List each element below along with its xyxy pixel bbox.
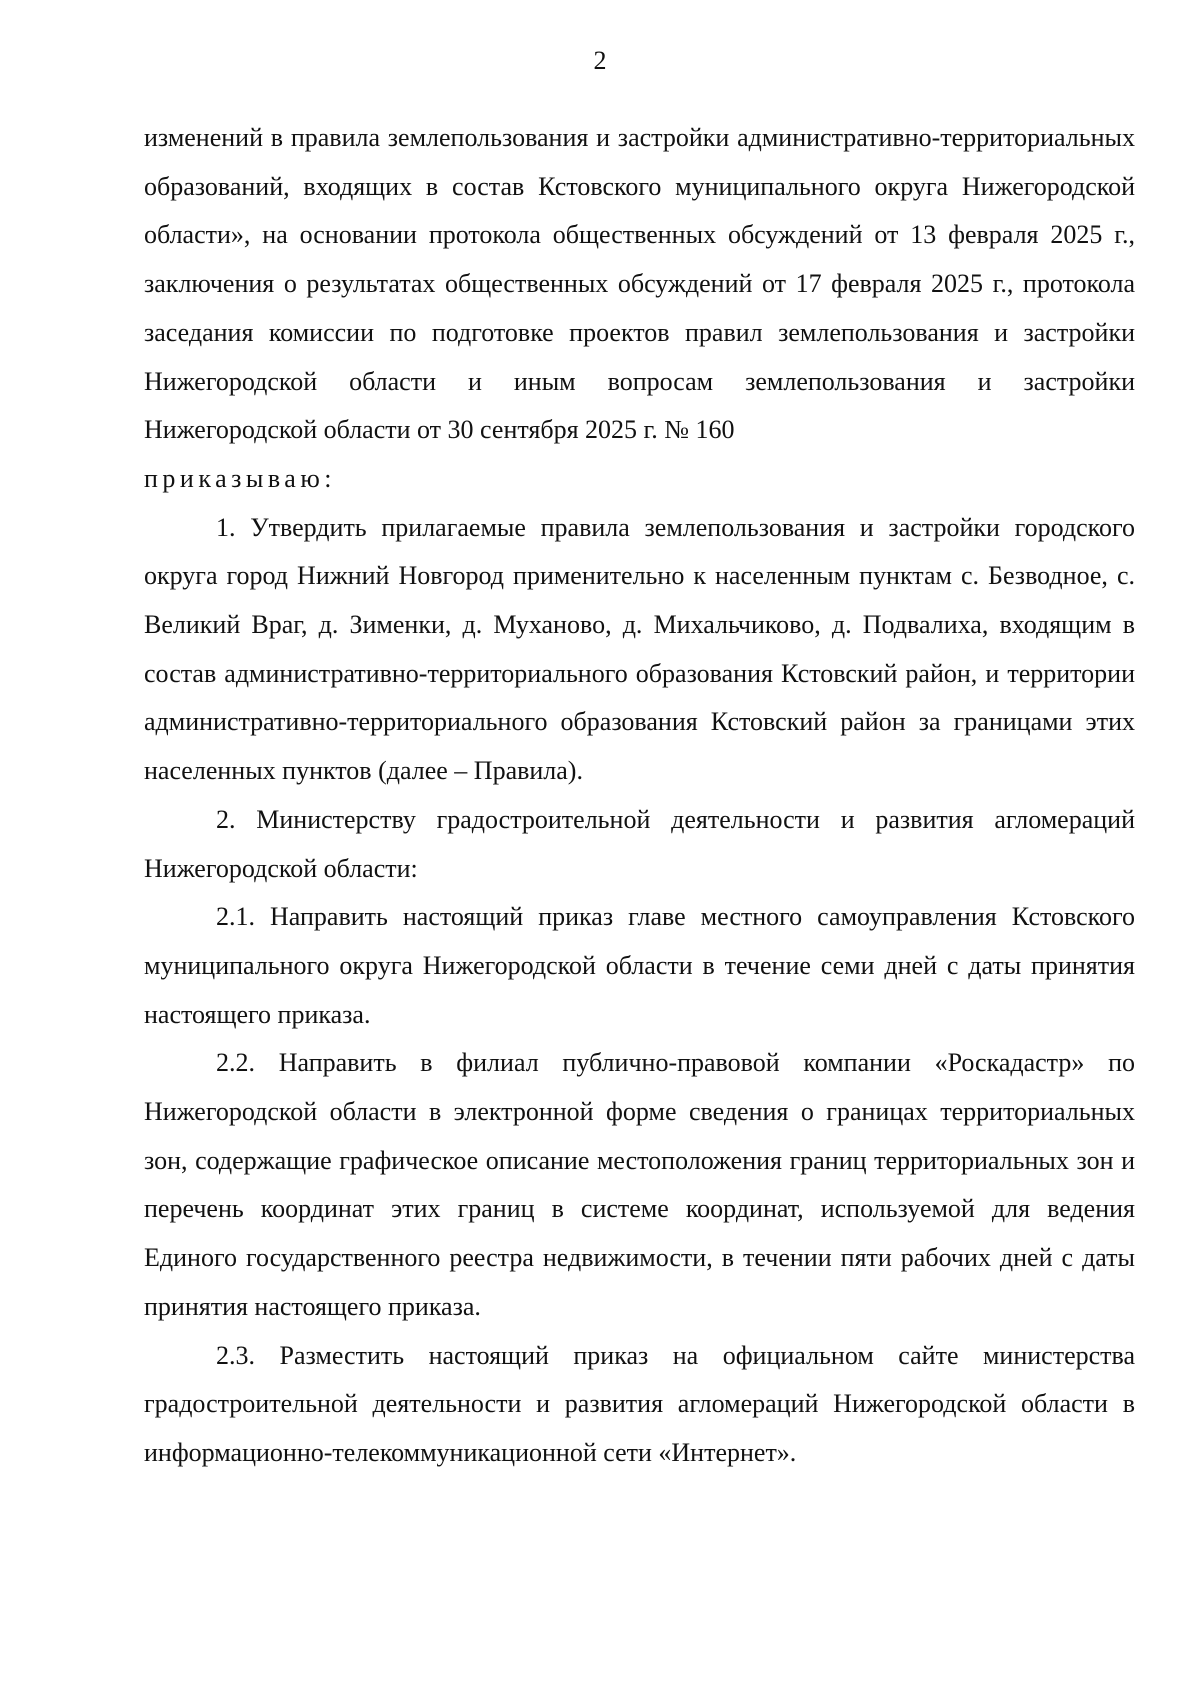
- order-word: приказываю:: [144, 463, 336, 493]
- item-2-paragraph: 2. Министерству градостроительной деятельности и развития агломераций Нижегородской области:: [144, 804, 1135, 883]
- item-2-2-paragraph: 2.2. Направить в филиал публично-правовой компании «Роскадастр» по Нижегородской области в электронной форме сведения о границах территориальных зон, содержащие графическое описание местоположения границ территориальных зон и перечень координат этих границ в системе координат, используемой для ведения Единого государственного реестра недвижимости, в течении пяти рабочих дней с даты принятия настоящего приказа.: [144, 1048, 1135, 1321]
- document-body: [144, 114, 1135, 1478]
- page-number: 2: [593, 46, 607, 75]
- item-1-paragraph: 1. Утвердить прилагаемые правила землепользования и застройки городского округа город Нижний Новгород применительно к населенным пунктам с. Безводное, с. Великий Враг, д. Зименки, д. Муханово, д. Михальчиково, д. Подвалиха, входящим в состав административно-территориального образования Кстовский район, и территории административно-территориального образования Кстовский район за границами этих населенных пунктов (далее – Правила).: [144, 512, 1135, 786]
- item-2-1-paragraph: 2.1. Направить настоящий приказ главе местного самоуправления Кстовского муниципального округа Нижегородской области в течение семи дней с даты принятия настоящего приказа.: [144, 902, 1135, 1029]
- preamble-paragraph: изменений в правила землепользования и застройки административно-территориальных образований, входящих в состав Кстовского муниципального округа Нижегородской области», на основании протокола общественных обсуждений от 13 февраля 2025 г., заключения о результатах общественных обсуждений от 17 февраля 2025 г., протокола заседания комиссии по подготовке проектов правил землепользования и застройки Нижегородской области и иным вопросам землепользования и застройки Нижегородской области от 30 сентября 2025 г. № 160: [144, 123, 1135, 445]
- item-2-3-paragraph: 2.3. Разместить настоящий приказ на официальном сайте министерства градостроительной деятельности и развития агломераций Нижегородской области в информационно-телекоммуникационной сети «Интернет».: [144, 1340, 1135, 1467]
